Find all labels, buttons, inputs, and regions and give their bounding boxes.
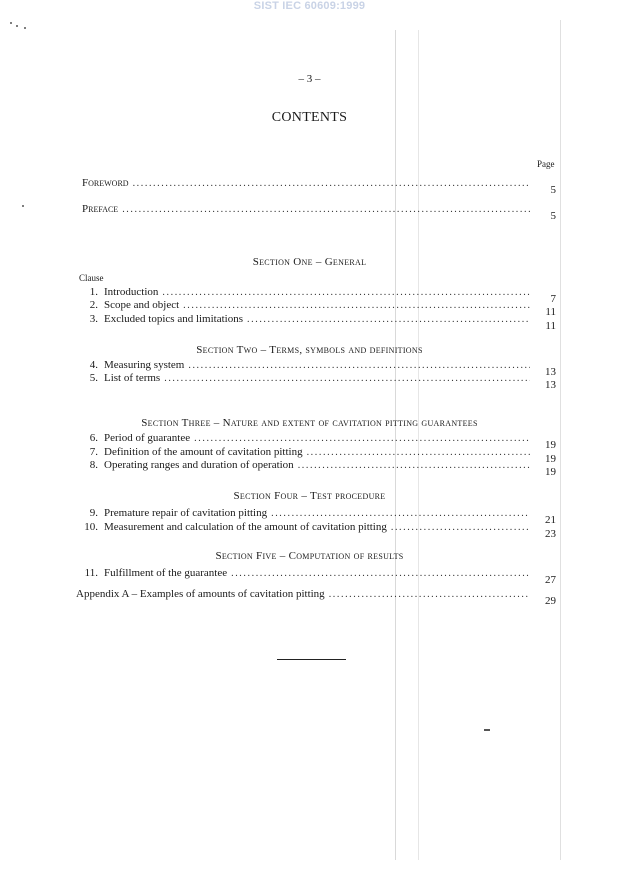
toc-entry-page: 11 — [545, 320, 556, 332]
leader-dots — [162, 287, 530, 298]
toc-entry[interactable] — [80, 459, 556, 478]
toc-entry-label: Period of guarantee — [104, 432, 191, 444]
toc-entry[interactable] — [80, 567, 556, 586]
clause-number: 6. — [89, 432, 98, 444]
toc-entry-page: 7 — [550, 293, 556, 305]
toc-entry-page: 19 — [545, 466, 556, 478]
leader-dots — [391, 522, 530, 533]
toc-entry-preface[interactable] — [82, 203, 556, 222]
scan-streak — [418, 30, 419, 860]
section-heading: Section Five – Computation of results — [215, 550, 404, 562]
scan-speck — [484, 729, 490, 731]
toc-entry-label: Introduction — [104, 286, 159, 298]
leader-dots — [247, 314, 530, 325]
leader-dots — [329, 589, 530, 600]
scan-streak — [560, 20, 561, 860]
toc-entry-page: 23 — [545, 528, 556, 540]
section-heading: Section Four – Test procedure — [233, 490, 386, 502]
toc-entry-label: Preface — [82, 203, 119, 215]
leader-dots — [271, 508, 530, 519]
toc-entry-page: 19 — [545, 439, 556, 451]
toc-entry-page: 13 — [545, 366, 556, 378]
section-heading: Section Three – Nature and extent of cavitation pitting guarantees — [141, 417, 478, 429]
end-rule — [277, 659, 346, 660]
toc-entry-label: Scope and object — [104, 299, 180, 311]
clause-number: 2. — [89, 299, 98, 311]
scan-speck — [16, 25, 18, 27]
toc-entry-label: List of terms — [104, 372, 161, 384]
toc-entry-page: 21 — [545, 514, 556, 526]
leader-dots — [231, 568, 530, 579]
toc-entry-label: Measurement and calculation of the amount of cavitation pitting — [104, 521, 387, 533]
scan-streak — [395, 30, 396, 860]
toc-entry-appendix-a[interactable] — [76, 588, 556, 607]
toc-entry[interactable] — [80, 372, 556, 391]
leader-dots — [298, 460, 530, 471]
toc-entry[interactable] — [80, 432, 556, 451]
leader-dots — [188, 360, 530, 371]
toc-entry-label: Premature repair of cavitation pitting — [104, 507, 268, 519]
toc-entry-label: Appendix A – Examples of amounts of cavitation pitting — [76, 588, 325, 600]
leader-dots — [307, 447, 530, 458]
toc-entry-label: Excluded topics and limitations — [104, 313, 244, 325]
watermark: SIST IEC 60609:1999 — [253, 0, 366, 12]
clause-number: 10. — [84, 521, 98, 533]
scan-speck — [22, 205, 24, 207]
toc-entry-page: 5 — [550, 210, 556, 222]
toc-entry-page: 11 — [545, 306, 556, 318]
toc-entry-page: 5 — [550, 184, 556, 196]
clause-number: 11. — [84, 567, 98, 579]
leader-dots — [164, 373, 530, 384]
clause-number: 8. — [89, 459, 98, 471]
clause-number: 5. — [89, 372, 98, 384]
toc-entry-page: 13 — [545, 379, 556, 391]
toc-entry-label: Operating ranges and duration of operation — [104, 459, 294, 471]
page-title: CONTENTS — [271, 110, 348, 125]
toc-entry-page: 27 — [545, 574, 556, 586]
leader-dots — [133, 178, 530, 189]
clause-number: 7. — [89, 446, 98, 458]
toc-entry-page: 19 — [545, 453, 556, 465]
page-column-header: Page — [537, 159, 555, 169]
toc-entry-page: 29 — [545, 595, 556, 607]
clause-number: 4. — [89, 359, 98, 371]
toc-entry[interactable] — [80, 521, 556, 540]
toc-entry[interactable] — [80, 299, 556, 318]
toc-entry-foreword[interactable] — [82, 177, 556, 196]
scan-speck — [10, 22, 12, 24]
toc-entry-label: Fulfillment of the guarantee — [104, 567, 228, 579]
toc-entry[interactable] — [80, 313, 556, 332]
leader-dots — [122, 204, 530, 215]
section-heading: Section Two – Terms, symbols and definitions — [196, 344, 423, 356]
leader-dots — [194, 433, 530, 444]
leader-dots — [183, 300, 530, 311]
section-heading: Section One – General — [252, 256, 367, 268]
page-number: – 3 – — [298, 73, 321, 85]
toc-entry-label: Foreword — [82, 177, 129, 189]
clause-number: 3. — [89, 313, 98, 325]
toc-entry[interactable] — [80, 507, 556, 526]
toc-entry-label: Measuring system — [104, 359, 185, 371]
clause-number: 1. — [89, 286, 98, 298]
clause-number: 9. — [89, 507, 98, 519]
clause-column-label: Clause — [79, 273, 104, 283]
toc-entry-label: Definition of the amount of cavitation pitting — [104, 446, 303, 458]
scan-speck — [24, 27, 26, 29]
